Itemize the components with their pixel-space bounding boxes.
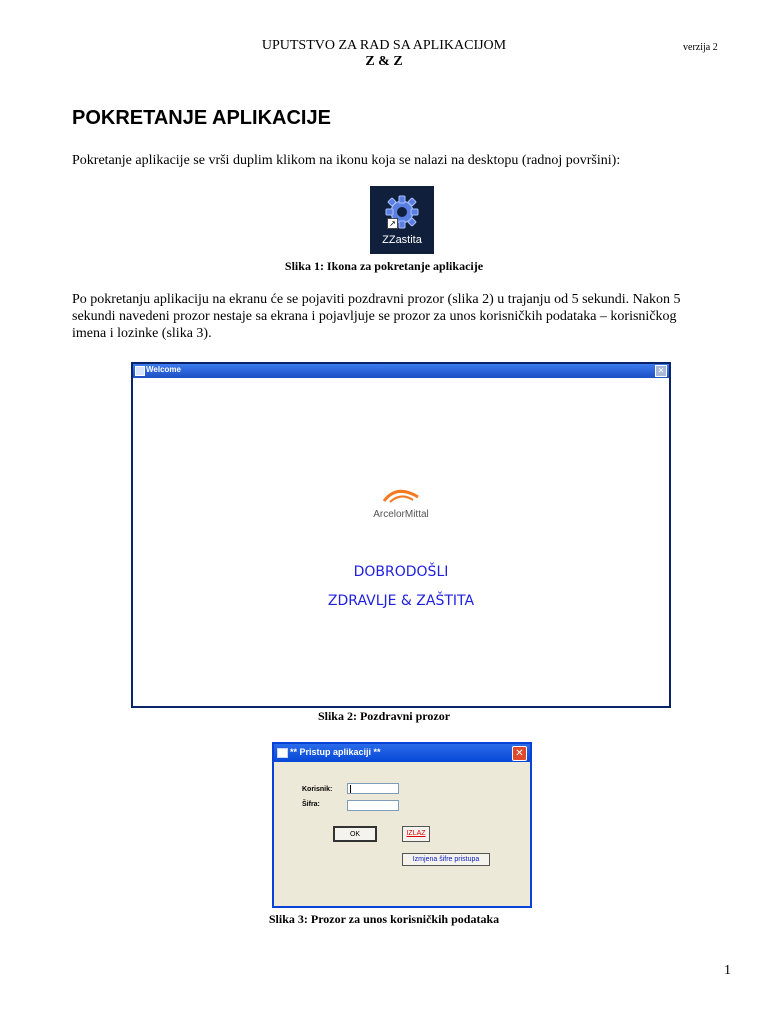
- exit-button[interactable]: IZLAZ: [402, 826, 430, 842]
- close-icon[interactable]: ✕: [655, 365, 667, 377]
- paragraph-line-3: imena i lozinke (slika 3).: [72, 326, 212, 341]
- welcome-subtitle: ZDRAVLJE & ZAŠTITA: [327, 593, 475, 609]
- desktop-shortcut[interactable]: [370, 186, 434, 254]
- figure3-caption: Slika 3: Prozor za unos korisničkih podataka: [268, 912, 500, 926]
- document-header-title: UPUTSTVO ZA RAD SA APLIKACIJOM: [261, 38, 507, 53]
- welcome-window: [131, 362, 671, 708]
- paragraph-line-1: Po pokretanju aplikaciju na ekranu će se pojaviti pozdravni prozor (slika 2) u trajanju od 5 sekundi. Nakon 5: [72, 292, 681, 307]
- arcelormittal-logo: [133, 486, 669, 520]
- shortcut-arrow-icon: ↗: [387, 218, 398, 229]
- section-heading: POKRETANJE APLIKACIJE: [72, 107, 331, 129]
- user-label: Korisnik:: [302, 786, 333, 793]
- logo-arc-icon: [381, 486, 421, 504]
- welcome-titlebar[interactable]: [133, 364, 669, 378]
- ok-button[interactable]: OK: [333, 826, 377, 842]
- password-label: Šifra:: [302, 801, 320, 808]
- login-titlebar[interactable]: [274, 744, 530, 762]
- logo-text: ArcelorMittal: [373, 509, 429, 520]
- window-icon: [135, 366, 145, 376]
- welcome-window-title: Welcome: [146, 365, 181, 374]
- intro-paragraph: Pokretanje aplikacije se vrši duplim klikom na ikonu koja se nalazi na desktopu (radnoj površini):: [72, 153, 621, 168]
- document-header-subtitle: Z & Z: [365, 54, 403, 69]
- page-number: 1: [724, 963, 731, 978]
- text-caret: [350, 785, 351, 793]
- welcome-text: DOBRODOŠLI: [353, 564, 449, 580]
- close-icon[interactable]: ✕: [512, 746, 527, 761]
- window-icon: [277, 748, 288, 758]
- username-input[interactable]: [347, 783, 399, 794]
- change-password-button[interactable]: Izmjena šifre pristupa: [402, 853, 490, 866]
- document-version: verzija 2: [683, 42, 718, 53]
- figure2-caption: Slika 2: Pozdravni prozor: [317, 709, 451, 723]
- login-window-title: ** Pristup aplikaciji **: [290, 747, 381, 757]
- paragraph-line-2: sekundi navedeni prozor nestaje sa ekrana i pojavljuje se prozor za unos korisničkih podataka – korisničkog: [72, 309, 677, 324]
- figure1-caption: Slika 1: Ikona za pokretanje aplikacije: [284, 259, 484, 273]
- password-input[interactable]: [347, 800, 399, 811]
- desktop-icon-label: ZZastita: [382, 234, 422, 246]
- login-window: [272, 742, 532, 908]
